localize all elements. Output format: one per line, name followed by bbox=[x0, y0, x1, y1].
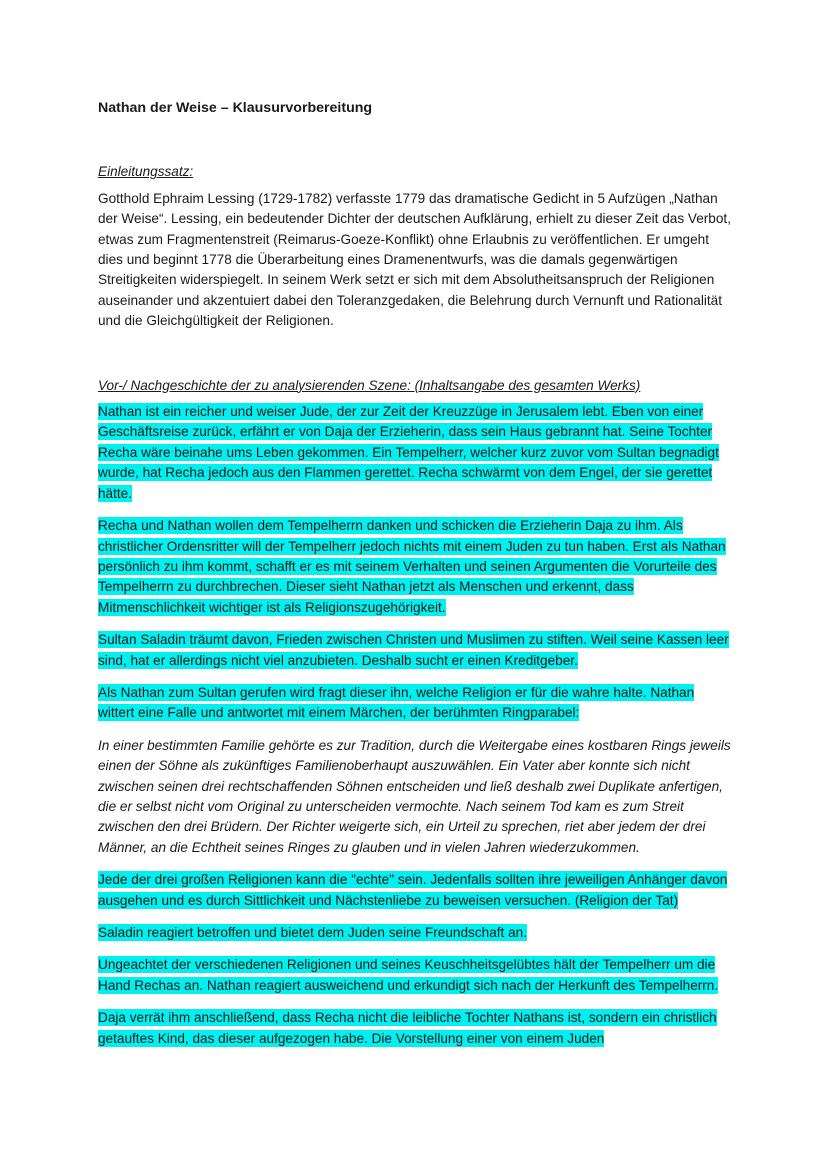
highlighted-text: Ungeachtet der verschiedenen Religionen und seines Keuschheitsgelübtes hält der Tempelherr um die Hand Rechas an. Nathan reagiert ausweichend und erkundigt sich nach der Herkunft des Tempelherrn. bbox=[98, 957, 719, 993]
highlighted-text: Nathan ist ein reicher und weiser Jude, der zur Zeit der Kreuzzüge in Jerusalem lebt. Eben von einer Geschäftsreise zurück, erfährt er von Daja der Erzieherin, dass sein Haus gebrannt hat. Seine Tochter Recha wäre beinahe ums Leben gekommen. Ein Tempelherr, welcher kurz zuvor vom Sultan begnadigt wurde, hat Recha jedoch aus den Flammen gerettet. Recha schwärmt von dem Engel, der sie gerettet hätte. bbox=[98, 404, 719, 501]
summary-paragraph-1 bbox=[98, 402, 734, 504]
ring-parable: In einer bestimmten Familie gehörte es zur Tradition, durch die Weitergabe eines kostbaren Rings jeweils einen der Söhne als zukünftiges Familienoberhaupt auszuwählen. Ein Vater aber konnte sich nicht zwischen seinen drei rechtschaffenden Söhnen entscheiden und ließ deshalb zwei Duplikate anfertigen, die er selbst nicht vom Original zu unterscheiden vermochte. Nach seinem Tod kam es zum Streit zwischen den drei Brüdern. Der Richter weigerte sich, ein Urteil zu sprechen, riet aber jedem der drei Männer, an die Echtheit seines Ringes zu glauben und in vielen Jahren wiederzukommen. bbox=[98, 737, 731, 855]
highlighted-text: Recha und Nathan wollen dem Tempelherrn danken und schicken die Erzieherin Daja zu ihm. Als christlicher Ordensritter will der Tempelherr jedoch nichts mit einem Juden zu tun haben. Erst als Nathan persönlich zu ihm kommt, schafft er es mit seinem Verhalten und seinen Argumenten die Vorurteile des Tempelherrn zu durchbrechen. Dieser sieht Nathan jetzt als Menschen und erkennt, dass Mitmenschlichkeit wichtiger ist als Religionszugehörigkeit. bbox=[98, 518, 726, 615]
summary-paragraph-3 bbox=[98, 630, 734, 671]
highlighted-text: Sultan Saladin träumt davon, Frieden zwischen Christen und Muslimen zu stiften. Weil seine Kassen leer sind, hat er allerdings nicht viel anzubieten. Deshalb sucht er einen Kreditgeber. bbox=[98, 632, 729, 668]
summary-heading: Vor-/ Nachgeschichte der zu analysierenden Szene: (Inhaltsangabe des gesamten Werks) bbox=[98, 377, 641, 393]
summary-paragraph-5 bbox=[98, 870, 734, 911]
document-title: Nathan der Weise – Klausurvorbereitung bbox=[98, 100, 373, 116]
highlighted-text: Jede der drei großen Religionen kann die "echte" sein. Jedenfalls sollten ihre jeweiligen Anhänger davon ausgehen und es durch Sittlichkeit und Nächstenliebe zu beweisen versuchen. (Religion der Tat) bbox=[98, 872, 728, 908]
intro-paragraph: Gotthold Ephraim Lessing (1729-1782) verfasste 1779 das dramatische Gedicht in 5 Aufzügen „Nathan der Weise“. Lessing, ein bedeutender Dichter der deutschen Aufklärung, erhielt zu dieser Zeit das Verbot, etwas zum Fragmentenstreit (Reimarus-Goeze-Konflikt) ohne Erlaubnis zu veröffentlichen. Er umgeht dies und beginnt 1778 die Überarbeitung eines Dramenentwurfs, was die damals gegenwärtigen Streitigkeiten widerspiegelt. In seinem Werk setzt er sich mit dem Absolutheitsanspruch der Religionen auseinander und akzentuiert dabei den Toleranzgedaken, die Belehrung durch Vernunft und Rationalität und die Gleichgültigkeit der Religionen. bbox=[98, 190, 731, 329]
highlighted-text: Saladin reagiert betroffen und bietet dem Juden seine Freundschaft an. bbox=[98, 925, 527, 940]
document-page bbox=[98, 98, 734, 1061]
intro-heading: Einleitungssatz: bbox=[98, 164, 194, 180]
highlighted-text: Als Nathan zum Sultan gerufen wird fragt dieser ihn, welche Religion er für die wahre halte. Nathan wittert eine Falle und antwortet mit einem Märchen, der berühmten Ringparabel: bbox=[98, 684, 695, 721]
summary-paragraph-6 bbox=[98, 923, 734, 943]
highlighted-text: Daja verrät ihm anschließend, dass Recha nicht die leibliche Tochter Nathans ist, sondern ein christlich getauftes Kind, das dieser aufgezogen habe. Die Vorstellung einer von einem Juden bbox=[98, 1010, 717, 1046]
summary-paragraph-8 bbox=[98, 1008, 734, 1049]
summary-paragraph-4 bbox=[98, 683, 734, 724]
summary-paragraph-2 bbox=[98, 516, 734, 618]
summary-paragraph-7 bbox=[98, 955, 734, 996]
